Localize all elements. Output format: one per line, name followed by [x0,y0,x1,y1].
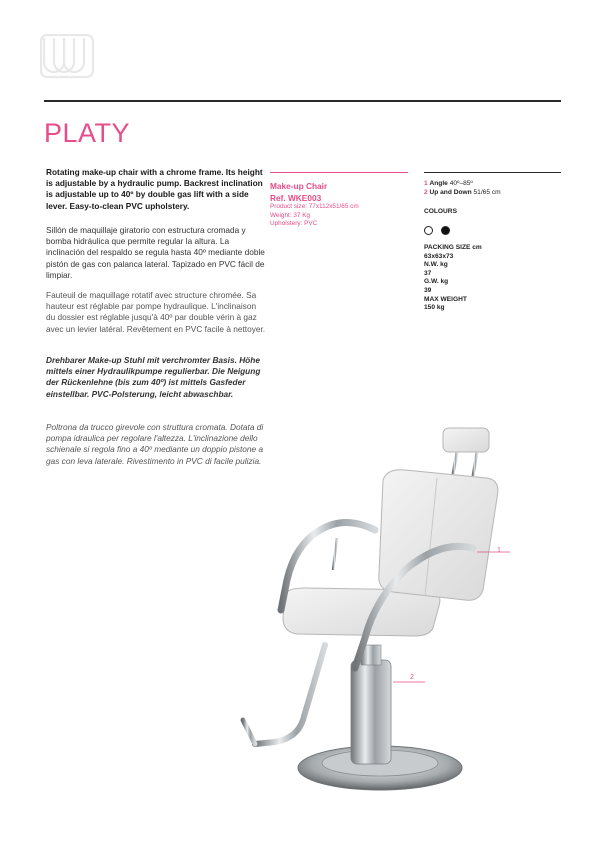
colour-swatch-white [424,226,433,235]
footrest [255,645,325,744]
product-size: Product size: 77x112x51/65 cm [270,203,359,210]
gw-label: G.W. kg [424,278,449,286]
callout-number-1: 1 [497,547,501,554]
product-name: Make-up Chair [270,181,328,191]
nw-value: 37 [424,269,432,277]
feature-item: 2 Up and Down 51/65 cm [424,188,501,196]
nw-label: N.W. kg [424,261,448,269]
product-specs [270,203,359,229]
header-divider [44,100,561,102]
product-weight: Weight: 37 Kg [270,211,311,219]
description-fr: Fauteuil de maquillage rotatif avec structure chromée. Sa hauteur est réglable par pompe hydraulique. L'inclinaison du dossier est réglable jusqu'à 40º par double vérin à gaz avec un levier latéral. Revêtement en PVC facile à nettoyer. [46,290,266,334]
max-weight-label: MAX WEIGHT [424,295,467,303]
feature-item: 1 Angle 40º–85º [424,180,473,187]
callout-number-2: 2 [410,674,414,681]
seat-cushion [283,588,440,636]
gw-value: 39 [424,286,432,294]
description-it: Poltrona da trucco girevole con struttura cromata. Dotata di pompa idraulica per regolare l'altezza. L'inclinazione dello schienale si regola fino a 40º mediante un doppio pistone a gas con leva laterale. Rivestimento in PVC di facile pulizia. [46,422,264,466]
brand-logo [40,34,96,80]
specs-divider [424,172,561,173]
product-upholstery: Upholstery: PVC [270,220,318,228]
product-ref: Ref. WKE003 [270,193,322,203]
colour-swatches [424,222,454,240]
packing-info [424,244,482,313]
chair-illustration [225,420,525,800]
hydraulic-column [351,660,391,764]
description-de: Drehbarer Make-up Stuhl mit verchromter Basis. Höhe mittels einer Hydraulikpumpe regulierbar. Die Neigung der Rückenlehne (bis zum 40º) ist mittels Gasfeder einstellbar. PVC-Polsterung, leicht abwaschbar. [46,355,261,399]
headrest [443,428,489,452]
side-lever [333,538,337,570]
max-weight-value: 150 kg [424,304,445,312]
packing-label: PACKING SIZE cm [424,244,482,251]
description-es: Sillón de maquillaje giratorio con estructura cromada y bomba hidráulica que permite regular la altura. La inclinación del respaldo se regula hasta 40º mediante doble pistón de gas con palanca lateral. Tapizado en PVC fácil de limpiar. [46,225,265,280]
description-en: Rotating make-up chair with a chrome frame. Its height is adjustable by a hydraulic pump. Backrest inclination is adjustable up to 40º by double gas lift with a side lever. Easy-to-clean PVC upholstery. [46,167,263,211]
packing-size: 63x63x73 [424,252,454,260]
feature-list [424,180,501,197]
product-divider [270,172,408,173]
page-title: PLATY [44,118,131,148]
colour-swatch-black [441,226,450,235]
colours-label: COLOURS [424,208,457,215]
